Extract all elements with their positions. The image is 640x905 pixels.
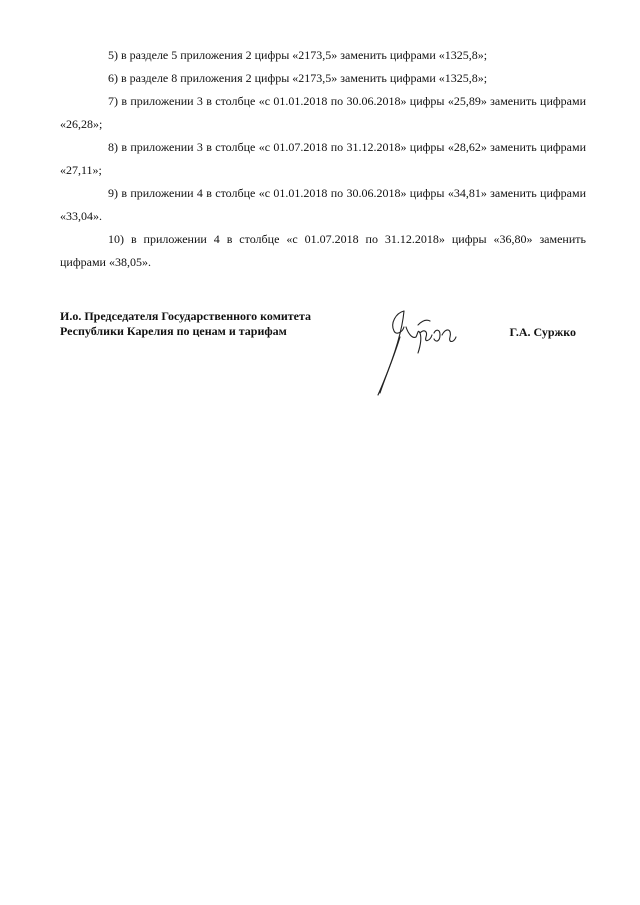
signatory-name: Г.А. Суржко — [509, 325, 576, 339]
amendment-item-8: 8) в приложении 3 в столбце «с 01.07.2018 по 31.12.2018» цифры «28,62» заменить цифрами «27,11»; — [60, 140, 586, 177]
signatory-title-line-1: И.о. Председателя Государственного комитета — [60, 309, 312, 323]
signatory-title-line-2: Республики Карелия по ценам и тарифам — [60, 324, 287, 338]
amendment-item-10: 10) в приложении 4 в столбце «с 01.07.2018 по 31.12.2018» цифры «36,80» заменить цифрами «38,05». — [60, 232, 586, 269]
amendment-list — [60, 44, 586, 274]
amendment-item-6: 6) в разделе 8 приложения 2 цифры «2173,5» заменить цифрами «1325,8»; — [108, 71, 488, 85]
signatory-title — [60, 309, 360, 339]
amendment-item-7: 7) в приложении 3 в столбце «с 01.01.2018 по 30.06.2018» цифры «25,89» заменить цифрами «26,28»; — [60, 94, 586, 131]
amendment-item-9: 9) в приложении 4 в столбце «с 01.01.2018 по 30.06.2018» цифры «34,81» заменить цифрами «33,04». — [60, 186, 586, 223]
signature-block — [60, 309, 586, 419]
handwritten-signature-icon — [360, 303, 470, 403]
amendment-item-5: 5) в разделе 5 приложения 2 цифры «2173,5» заменить цифрами «1325,8»; — [108, 48, 488, 62]
